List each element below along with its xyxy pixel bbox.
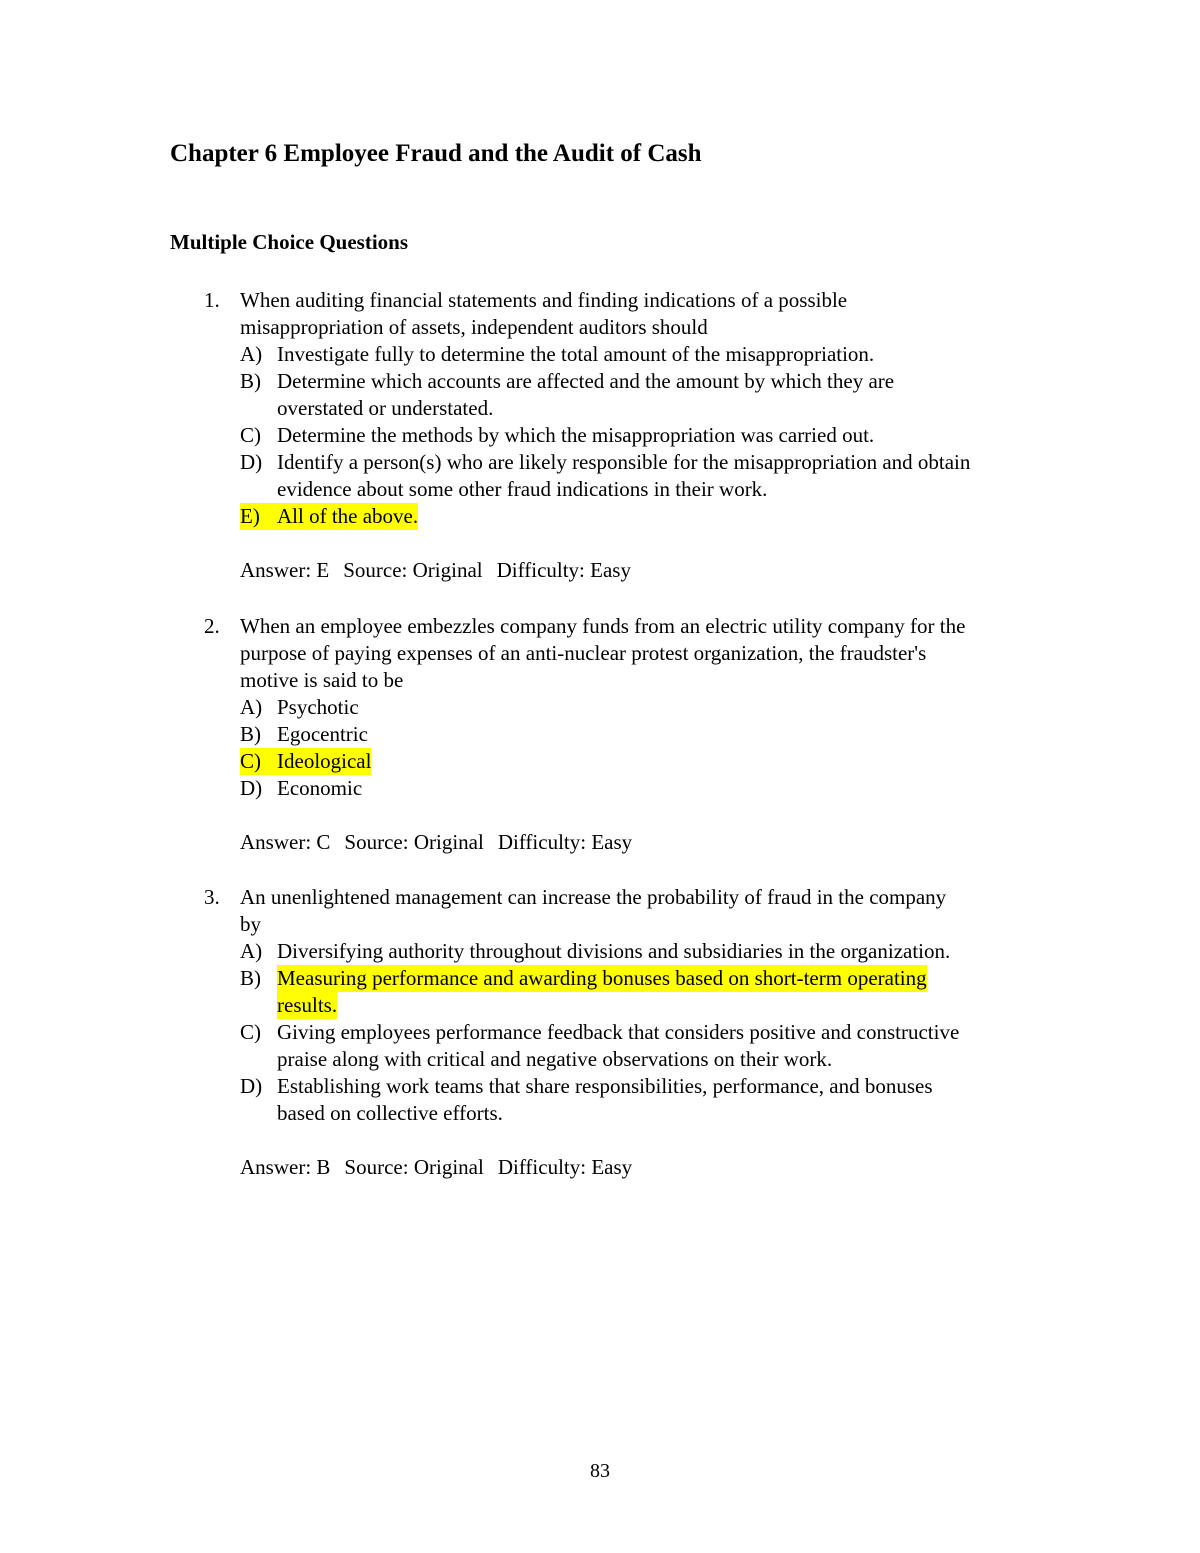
chapter-title: Chapter 6 Employee Fraud and the Audit of Cash <box>170 140 702 167</box>
option-a: A) Psychotic <box>240 695 359 719</box>
option-d: D) Identify a person(s) who are likely responsible for the misappropriation and obtain <box>240 450 971 474</box>
question-number: 3. <box>204 885 220 909</box>
option-c: C) Determine the methods by which the misappropriation was carried out. <box>240 423 875 447</box>
option-d: D) Economic <box>240 776 363 800</box>
page-number: 83 <box>590 1460 610 1482</box>
answer-key: Answer: E <box>240 558 330 582</box>
option-c-correct <box>0 748 1200 775</box>
answer-key: Answer: C <box>240 830 331 854</box>
question-stem-line: motive is said to be <box>240 668 404 692</box>
highlighted-letter: E) <box>240 503 277 530</box>
question-stem-line: misappropriation of assets, independent auditors should <box>240 315 708 339</box>
option-e-correct <box>0 503 1200 530</box>
question-number: 2. <box>204 614 220 638</box>
option-d: D) Establishing work teams that share responsibilities, performance, and bonuses <box>240 1074 933 1098</box>
answer-line <box>240 557 631 584</box>
option-b: B) Determine which accounts are affected and the amount by which they are <box>240 369 895 393</box>
answer-difficulty: Difficulty: Easy <box>497 830 633 854</box>
answer-key: Answer: B <box>240 1155 331 1179</box>
answer-line <box>240 1154 632 1181</box>
question-stem-line: 1. When auditing financial statements and finding indications of a possible <box>204 288 848 312</box>
answer-source: Source: Original <box>343 558 483 582</box>
option-b-continued <box>0 992 1200 1019</box>
highlighted-answer: Ideological <box>277 749 372 773</box>
option-b-correct: B) Measuring performance and awarding bonuses based on short-term operating <box>240 966 927 990</box>
option-d-continued: evidence about some other fraud indications in their work. <box>277 477 768 501</box>
question-stem-line: 3. An unenlightened management can increase the probability of fraud in the company <box>204 885 947 909</box>
question-stem-line: purpose of paying expenses of an anti-nuclear protest organization, the fraudster's <box>240 641 927 665</box>
highlighted-letter: C) <box>240 748 277 775</box>
option-a: A) Diversifying authority throughout divisions and subsidiaries in the organization. <box>240 939 951 963</box>
question-number: 1. <box>204 288 220 312</box>
option-c-continued: praise along with critical and negative observations on their work. <box>277 1047 833 1071</box>
answer-difficulty: Difficulty: Easy <box>496 558 631 582</box>
highlighted-answer: Measuring performance and awarding bonuses based on short-term operating <box>277 966 927 990</box>
option-b-continued: overstated or understated. <box>277 396 494 420</box>
answer-line <box>240 829 632 856</box>
highlighted-answer: results. <box>277 993 338 1017</box>
answer-source: Source: Original <box>344 1155 484 1179</box>
section-title: Multiple Choice Questions <box>170 230 409 254</box>
option-d-continued: based on collective efforts. <box>277 1101 503 1125</box>
answer-difficulty: Difficulty: Easy <box>497 1155 633 1179</box>
question-stem-line: 2. When an employee embezzles company funds from an electric utility company for the <box>204 614 966 638</box>
answer-source: Source: Original <box>344 830 484 854</box>
option-c: C) Giving employees performance feedback that considers positive and constructive <box>240 1020 960 1044</box>
question-stem-line: by <box>240 912 261 936</box>
highlighted-answer: All of the above. <box>277 504 419 528</box>
option-b: B) Egocentric <box>240 722 368 746</box>
option-a: A) Investigate fully to determine the total amount of the misappropriation. <box>240 342 875 366</box>
